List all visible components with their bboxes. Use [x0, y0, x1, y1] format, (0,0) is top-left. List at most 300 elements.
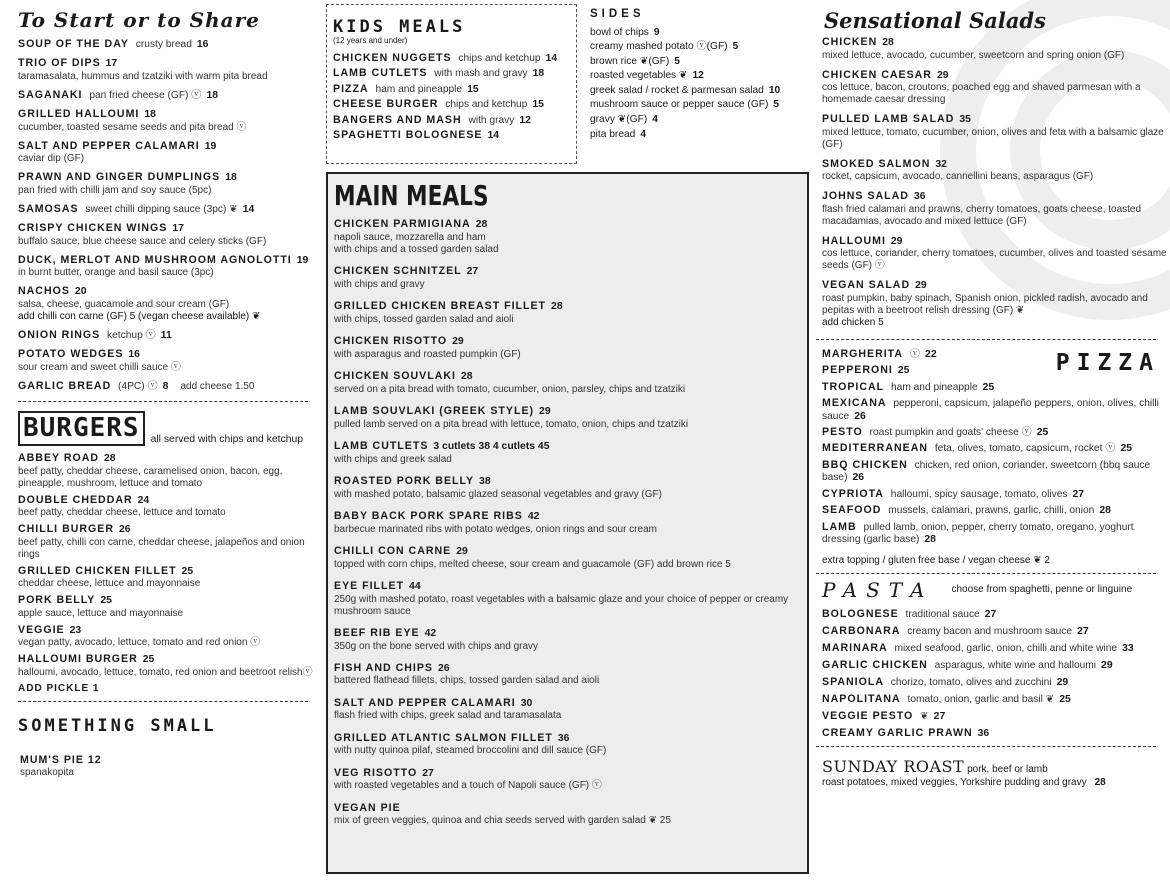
- menu-item-name: GARLIC BREAD: [18, 379, 112, 392]
- menu-item-line: [18, 140, 316, 153]
- menu-item-desc: pulled lamb served on a pita bread with lettuce, tomato, onion, chips and tzatziki: [334, 418, 689, 430]
- menu-item-desc: ❦: [917, 710, 929, 722]
- menu-item-price: 27: [466, 266, 479, 278]
- menu-item-price: 23: [69, 624, 82, 636]
- kids-sub: (12 years and under): [333, 36, 408, 45]
- menu-item-name: CRISPY CHICKEN WINGS: [18, 222, 168, 235]
- menu-item-price: 42: [424, 628, 437, 640]
- menu-item-line: [18, 329, 316, 342]
- side-item-name: bowl of chips: [590, 26, 649, 38]
- menu-item-price: 26: [437, 663, 450, 674]
- menu-item: [334, 265, 807, 290]
- starters-list: [18, 38, 316, 393]
- menu-item-price: 36: [913, 191, 926, 203]
- divider: [18, 401, 308, 402]
- menu-item-name: BBQ CHICKEN: [822, 458, 908, 471]
- pasta-title: PASTA: [822, 577, 934, 602]
- side-item: [590, 99, 805, 111]
- menu-item-name: ROASTED PORK BELLY: [334, 475, 475, 488]
- roast-sub: pork, beef or lamb: [967, 764, 1048, 776]
- menu-item-name: CHILLI CON CARNE: [334, 545, 452, 558]
- pasta-note: choose from spaghetti, penne or linguine: [951, 583, 1133, 595]
- menu-item-price: 33: [1122, 642, 1134, 654]
- menu-item-desc: with roasted vegetables and a touch of Napoli sauce (GF) ⓥ: [334, 780, 602, 792]
- menu-item-desc: asparagus, white wine and halloumi: [931, 659, 1097, 671]
- menu-item-name: MEXICANA: [822, 397, 887, 410]
- menu-item-price: 28: [882, 37, 894, 49]
- menu-item-desc: rocket, capsicum, avocado, cannellini beans, asparagus (GF): [822, 171, 1094, 183]
- menu-item-desc: mixed seafood, garlic, onion, chilli and white wine: [891, 642, 1118, 654]
- menu-item-name: GRILLED ATLANTIC SALMON FILLET: [334, 731, 553, 744]
- kids-title: KIDS MEALS: [333, 17, 466, 37]
- menu-item-desc: cos lettuce, coriander, cherry tomatoes, cucumber, olives and toasted sesame seeds (GF) ⓥ: [822, 248, 1167, 272]
- menu-item-name: MEDITERRANEAN: [822, 442, 928, 455]
- menu-item-name: CARBONARA: [822, 624, 901, 637]
- menu-item-name: SEAFOOD: [822, 504, 882, 517]
- menu-item-name: JOHNS SALAD: [822, 190, 909, 203]
- side-item-price: 5: [773, 99, 780, 111]
- menu-item-line: [333, 67, 576, 80]
- menu-item-desc: beef patty, cheddar cheese, lettuce and tomato: [18, 507, 226, 519]
- menu-item-name: CHICKEN SOUVLAKI: [334, 370, 456, 383]
- menu-item-price: 28: [1099, 505, 1111, 517]
- menu-item: [18, 89, 316, 102]
- side-item-price: 12: [692, 70, 704, 82]
- menu-item-desc: roast pumpkin, baby spinach, Spanish onion, pickled radish, avocado and pepitas with a beetroot relish dressing (GF) ❦: [822, 292, 1148, 316]
- menu-item: [334, 662, 807, 687]
- menu-item: [18, 203, 316, 216]
- menu-item-line: [18, 523, 316, 536]
- menu-item-desc: halloumi, spicy sausage, tomato, olives: [887, 488, 1068, 500]
- menu-item-desc: with mash and gravy: [431, 68, 528, 80]
- menu-item-name: POTATO WEDGES: [18, 348, 124, 361]
- menu-item-desc: with gravy: [465, 114, 515, 126]
- menu-item-desc: salsa, cheese, guacamole and sour cream (GF): [18, 298, 230, 310]
- menu-item: [334, 732, 807, 757]
- menu-item-desc: flash fried with chips, greek salad and taramasalata: [334, 710, 562, 722]
- menu-item-desc: with chips and greek salad: [334, 453, 452, 465]
- menu-item-extra: add cheese 1.50: [180, 380, 255, 392]
- menu-item-price: 29: [456, 546, 468, 558]
- menu-item-desc: chips and ketchup: [442, 99, 528, 111]
- menu-item-price: 28: [460, 371, 473, 383]
- burgers-note: all served with chips and ketchup: [150, 434, 304, 445]
- side-item-price: 5: [674, 55, 680, 67]
- menu-item-line: [18, 348, 316, 361]
- menu-item-line: [334, 440, 807, 453]
- menu-item-price: 26: [854, 410, 866, 422]
- menu-item-name: CHICKEN RISOTTO: [334, 335, 448, 348]
- divider: [18, 701, 308, 702]
- menu-item-name: GRILLED CHICKEN FILLET: [18, 564, 177, 577]
- menu-item-desc: with chips and gravy: [334, 278, 425, 290]
- menu-item-price: 29: [1056, 676, 1069, 688]
- menu-item: [334, 580, 807, 617]
- menu-item-price: 26: [118, 524, 131, 536]
- right-column: [816, 8, 1170, 789]
- menu-item: [334, 218, 807, 255]
- menu-item-desc: feta, olives, tomato, capsicum, rocket ⓥ: [932, 443, 1116, 455]
- menu-item-name: GRILLED HALLOUMI: [18, 108, 140, 121]
- menu-item-price: 32: [935, 158, 947, 170]
- menu-item: [334, 440, 807, 465]
- side-item-name: creamy mashed potato ⓥ(GF): [590, 41, 728, 53]
- menu-item-line: [822, 397, 1170, 423]
- side-item-price: 4: [640, 128, 646, 140]
- menu-item: [18, 222, 316, 247]
- menu-item-price: 35: [959, 114, 971, 126]
- menu-item-desc: 250g with mashed potato, roast vegetables with a balsamic glaze and your choice of pepper or creamy mushroom sauce: [334, 593, 789, 617]
- starters-title: To Start or to Share: [18, 8, 260, 32]
- menu-item-name: CHICKEN SCHNITZEL: [334, 265, 462, 278]
- menu-item-price: 14: [545, 52, 558, 64]
- menu-item-price: 25: [1059, 693, 1071, 705]
- menu-item-line: [334, 767, 807, 780]
- menu-item-line: [822, 442, 1170, 455]
- menu-item: [822, 190, 1170, 227]
- menu-item-name: SAGANAKI: [18, 88, 83, 101]
- menu-item-price: 24: [137, 494, 150, 506]
- menu-item-desc: ham and pineapple: [372, 83, 463, 95]
- menu-item-line: [334, 802, 807, 815]
- menu-item-price: 29: [452, 336, 464, 348]
- mums-pie-desc: spanakopita: [20, 766, 74, 778]
- menu-item: [334, 510, 807, 535]
- menu-item-line: [18, 565, 316, 578]
- menu-item-price: 28: [924, 534, 936, 546]
- menu-item-desc: battered flathead fillets, chips, tossed garden salad and aioli: [334, 675, 600, 687]
- menu-item-name: PIZZA: [333, 82, 369, 95]
- menu-item-name: NAPOLITANA: [822, 692, 901, 705]
- menu-item-price: 36: [977, 727, 990, 739]
- menu-item-desc: chicken, red onion, coriander, sweetcorn (bbq sauce base): [822, 459, 1151, 484]
- menu-item-name: CHICKEN CAESAR: [822, 68, 932, 81]
- menu-item-desc: mixed lettuce, tomato, cucumber, onion, olives and feta with a balsamic glaze (GF): [822, 126, 1164, 150]
- menu-item: [822, 676, 1170, 689]
- menu-item-price: 12: [519, 114, 531, 126]
- menu-item-name: FISH AND CHIPS: [334, 662, 433, 674]
- menu-item-price: 17: [105, 58, 118, 70]
- pizza-title: PIZZA: [1055, 349, 1160, 376]
- menu-item-extra: add chicken 5: [822, 316, 884, 328]
- menu-item-price: 25: [100, 595, 112, 607]
- menu-item: [333, 83, 576, 96]
- menu-item-desc: sweet chilli dipping sauce (3pc) ❦: [82, 203, 238, 215]
- menu-item-desc: ⓥ: [907, 348, 921, 360]
- menu-item-line: [334, 335, 807, 348]
- menu-item-line: [822, 504, 1170, 517]
- menu-item-price: 36: [557, 732, 570, 744]
- menu-item-name: PORK BELLY: [18, 594, 96, 607]
- menu-item: [822, 426, 1170, 439]
- menu-item-line: [334, 545, 807, 558]
- menu-item-name: TRIO OF DIPS: [18, 57, 101, 70]
- menu-item-line: [334, 475, 807, 488]
- menu-item: [18, 329, 316, 342]
- menu-item-desc: pulled lamb, onion, pepper, cherry tomato, oregano, yoghurt dressing (garlic base): [822, 521, 1134, 546]
- menu-item-desc: beef patty, cheddar cheese, caramelised onion, bacon, egg, pineapple, mushroom, lettuce and tomato: [18, 465, 283, 489]
- side-item-name: mushroom sauce or pepper sauce (GF): [590, 99, 769, 111]
- menu-item: [822, 625, 1170, 638]
- menu-item-name: VEGAN PIE: [334, 801, 401, 814]
- menu-item-line: [18, 254, 316, 267]
- menu-item-desc: pepperoni, capsicum, jalapeño peppers, onion, olives, chilli sauce: [822, 398, 1159, 422]
- menu-item-line: [822, 625, 1170, 638]
- side-item-price: 10: [768, 84, 781, 96]
- menu-item-line: [18, 653, 316, 666]
- menu-item: [334, 300, 807, 325]
- sides-list: [590, 27, 805, 141]
- menu-item-name: BABY BACK PORK SPARE RIBS: [334, 510, 523, 523]
- menu-item-line: [822, 158, 1170, 171]
- menu-item-line: [18, 89, 316, 102]
- menu-item: [334, 627, 807, 652]
- menu-item-line: [334, 510, 807, 523]
- menu-item-line: [822, 36, 1170, 49]
- pasta-list: [822, 608, 1170, 740]
- menu-item-name: PEPPERONI: [822, 364, 893, 377]
- menu-item-price: 18: [144, 109, 156, 121]
- pizza-list: [822, 348, 1170, 547]
- menu-item: [18, 108, 316, 133]
- side-item: [590, 41, 805, 53]
- menu-item: [822, 693, 1170, 706]
- menu-item-price: 19: [296, 254, 309, 266]
- menu-item: [822, 504, 1170, 517]
- pizza-section: [822, 348, 1170, 567]
- menu-item: [334, 802, 807, 827]
- menu-item-name: LAMB CUTLETS: [333, 67, 428, 80]
- menu-item: [18, 254, 316, 279]
- side-item: [590, 85, 805, 97]
- menu-item-desc: chorizo, tomato, olives and zucchini: [887, 676, 1052, 688]
- menu-item: [822, 279, 1170, 328]
- menu-item-price: 14: [487, 130, 500, 142]
- menu-item-line: [822, 190, 1170, 203]
- main-list: [334, 218, 807, 827]
- menu-item-desc: barbecue marinated ribs with potato wedges, onion rings and sour cream: [334, 523, 657, 535]
- menu-item: [822, 69, 1170, 106]
- menu-item-line: [334, 265, 807, 278]
- menu-item-line: [822, 676, 1170, 689]
- menu-item: [822, 442, 1170, 455]
- menu-item-price: 25: [1036, 427, 1049, 438]
- menu-item: [333, 98, 576, 111]
- menu-item-desc: 350g on the bone served with chips and gravy: [334, 640, 539, 652]
- menu-item-name: CHEESE BURGER: [333, 98, 439, 111]
- menu-item-name: SPANIOLA: [822, 675, 884, 688]
- menu-item: [822, 710, 1170, 723]
- side-item-name: gravy ❦(GF): [590, 113, 648, 125]
- menu-item-name: BANGERS AND MASH: [333, 113, 462, 126]
- menu-item-line: [333, 129, 576, 142]
- menu-item-price: 29: [915, 280, 927, 292]
- menu-item: [822, 235, 1170, 272]
- menu-item-line: [822, 426, 1170, 439]
- menu-item-line: [822, 235, 1170, 248]
- menu-item-price: 18: [206, 89, 219, 101]
- menu-item-price: 25: [142, 654, 155, 666]
- menu-item: [334, 545, 807, 570]
- menu-item-line: [18, 494, 316, 507]
- menu-item-line: [18, 171, 316, 184]
- menu-item-name: VEGGIE: [18, 623, 65, 636]
- add-pickle: ADD PICKLE 1: [18, 682, 100, 694]
- menu-item: [333, 52, 576, 65]
- menu-item-line: [334, 662, 807, 675]
- menu-item: [822, 521, 1170, 547]
- menu-item: [822, 608, 1170, 621]
- menu-item-line: [18, 594, 316, 607]
- menu-item-name: CYPRIOTA: [822, 487, 884, 500]
- side-item-name: roasted vegetables ❦: [590, 70, 688, 82]
- menu-item-price: 27: [1072, 488, 1085, 500]
- menu-item: [822, 113, 1170, 150]
- menu-item-extra: add chilli con carne (GF) 5 (vegan cheese available) ❦: [18, 310, 261, 322]
- menu-item-line: [334, 370, 807, 383]
- menu-item-name: MARINARA: [822, 641, 888, 654]
- side-item-name: brown rice ❦(GF): [590, 55, 670, 67]
- menu-item-line: [822, 710, 1170, 723]
- menu-item-name: HALLOUMI: [822, 234, 886, 247]
- kids-list: [333, 52, 576, 143]
- menu-item-name: TROPICAL: [822, 380, 885, 393]
- menu-item-name: CHICKEN: [822, 36, 878, 49]
- main-meals-box: [326, 172, 809, 874]
- menu-item-desc: taramasalata, hummus and tzatziki with warm pita bread: [18, 70, 268, 82]
- menu-item-desc: with nutty quinoa pilaf, steamed broccolini and dill sauce (GF): [334, 745, 607, 757]
- menu-item-desc: apple sauce, lettuce and mayonnaise: [18, 607, 184, 619]
- menu-item-desc: crusty bread: [132, 39, 192, 50]
- menu-item-price: 44: [409, 581, 421, 593]
- menu-item-price: 18: [532, 68, 545, 80]
- menu-item-desc: creamy bacon and mushroom sauce: [904, 625, 1073, 637]
- menu-item-line: [333, 52, 576, 65]
- menu-item-name: CHICKEN PARMIGIANA: [334, 218, 471, 231]
- side-item-name: pita bread: [590, 128, 636, 140]
- menu-item-price: 17: [172, 223, 184, 235]
- menu-item-line: [822, 642, 1170, 655]
- side-item: [590, 27, 805, 39]
- menu-item-name: VEGAN SALAD: [822, 279, 911, 292]
- menu-item: [334, 767, 807, 792]
- menu-item-price: 28: [475, 219, 488, 231]
- menu-item: [18, 494, 316, 519]
- salads-title: Sensational Salads: [824, 8, 1046, 33]
- menu-item-price: 25: [897, 365, 910, 377]
- menu-item-name: GRILLED CHICKEN BREAST FILLET: [334, 300, 547, 313]
- menu-item-name: ABBEY ROAD: [18, 452, 100, 465]
- menu-item-desc: mixed lettuce, avocado, cucumber, sweetcorn and spring onion (GF): [822, 49, 1125, 61]
- side-item: [590, 129, 805, 141]
- burgers-list: [18, 452, 316, 678]
- menu-item: [822, 459, 1170, 485]
- menu-item-price: 16: [128, 349, 140, 361]
- menu-item-name: SPAGHETTI BOLOGNESE: [333, 129, 483, 142]
- menu-item: [18, 348, 316, 373]
- menu-item-price: 25: [982, 381, 995, 393]
- menu-item-price: 20: [74, 286, 87, 298]
- burgers-title: BURGERS: [18, 411, 145, 446]
- menu-item-line: [18, 203, 316, 216]
- menu-item-price: 3 cutlets 38 4 cutlets 45: [433, 441, 550, 453]
- menu-item-name: LAMB SOUVLAKI (GREEK STYLE): [334, 405, 535, 418]
- menu-item-price: 19: [204, 140, 217, 152]
- menu-item-line: [822, 279, 1170, 292]
- menu-item-desc: with mashed potato, balsamic glazed seasonal vegetables and gravy (GF): [334, 488, 662, 500]
- menu-item-line: [18, 57, 316, 70]
- menu-item: [822, 488, 1170, 501]
- menu-item-desc: chips and ketchup: [455, 52, 541, 64]
- roast-title: SUNDAY ROAST: [822, 757, 965, 777]
- menu-item-price: 29: [890, 235, 903, 247]
- menu-item-name: DUCK, MERLOT AND MUSHROOM AGNOLOTTI: [18, 253, 292, 266]
- side-item-name: greek salad / rocket & parmesan salad: [590, 84, 764, 96]
- menu-item-desc: tomato, onion, garlic and basil ❦: [904, 693, 1055, 705]
- menu-item-line: [334, 218, 807, 231]
- menu-item: [822, 659, 1170, 672]
- menu-item-line: [18, 452, 316, 465]
- menu-item-name: SALT AND PEPPER CALAMARI: [334, 696, 516, 709]
- menu-item-desc: pan fried cheese (GF) ⓥ: [86, 89, 202, 101]
- menu-item: [334, 475, 807, 500]
- menu-item: [822, 381, 1170, 394]
- menu-item-desc: napoli sauce, mozzarella and ham: [334, 231, 486, 243]
- menu-item-desc: flash fried calamari and prawns, cherry tomatoes, goats cheese, toasted macadamias, avocado and mixed lettuce (GF): [822, 203, 1142, 227]
- menu-item-name: NACHOS: [18, 285, 70, 298]
- menu-item-price: 26: [852, 472, 865, 484]
- starters-column: [18, 8, 316, 779]
- menu-item-line: [18, 38, 316, 51]
- menu-item-line: [822, 727, 1170, 740]
- menu-item: [18, 523, 316, 560]
- menu-item: [822, 36, 1170, 61]
- menu-item-desc: mussels, calamari, prawns, garlic, chilli, onion: [885, 505, 1095, 517]
- menu-item-desc: buffalo sauce, blue cheese sauce and celery sticks (GF): [18, 235, 267, 247]
- menu-item-desc: roast pumpkin and goats' cheese ⓥ: [866, 427, 1032, 438]
- sides-title: SIDES: [590, 8, 645, 20]
- menu-item: [18, 653, 316, 678]
- menu-item-line: [334, 300, 807, 313]
- menu-item-price: 8: [162, 380, 169, 392]
- menu-item-line: [822, 488, 1170, 501]
- menu-item: [18, 285, 316, 322]
- menu-item-line: [822, 69, 1170, 82]
- menu-item-price: 25: [1120, 443, 1133, 455]
- menu-item-desc: caviar dip (GF): [18, 153, 85, 165]
- mums-pie: MUM'S PIE 12: [20, 754, 102, 767]
- menu-item-name: GARLIC CHICKEN: [822, 658, 928, 671]
- menu-item-desc: sour cream and sweet chilli sauce ⓥ: [18, 361, 181, 373]
- menu-item-desc: cucumber, toasted sesame seeds and pita bread ⓥ: [18, 121, 247, 133]
- menu-item-desc: topped with corn chips, melted cheese, sour cream and guacamole (GF) add brown rice 5: [334, 558, 731, 570]
- menu-item: [18, 624, 316, 649]
- menu-item: [822, 642, 1170, 655]
- menu-item-name: SALT AND PEPPER CALAMARI: [18, 139, 200, 152]
- menu-item-name: HALLOUMI BURGER: [18, 653, 138, 666]
- menu-item-desc: (4PC) ⓥ: [115, 380, 158, 392]
- menu-item-name: PULLED LAMB SALAD: [822, 113, 955, 126]
- menu-item-name: CHICKEN NUGGETS: [333, 51, 452, 64]
- menu-item-line: [18, 380, 316, 393]
- menu-item-line: [822, 381, 1170, 394]
- sides-column: [590, 8, 805, 143]
- menu-item-line: [333, 114, 576, 127]
- menu-item-desc: vegan patty, avocado, lettuce, tomato and red onion ⓥ: [18, 637, 261, 649]
- menu-item-name: SAMOSAS: [18, 202, 79, 215]
- menu-item: [333, 114, 576, 127]
- menu-item: [334, 370, 807, 395]
